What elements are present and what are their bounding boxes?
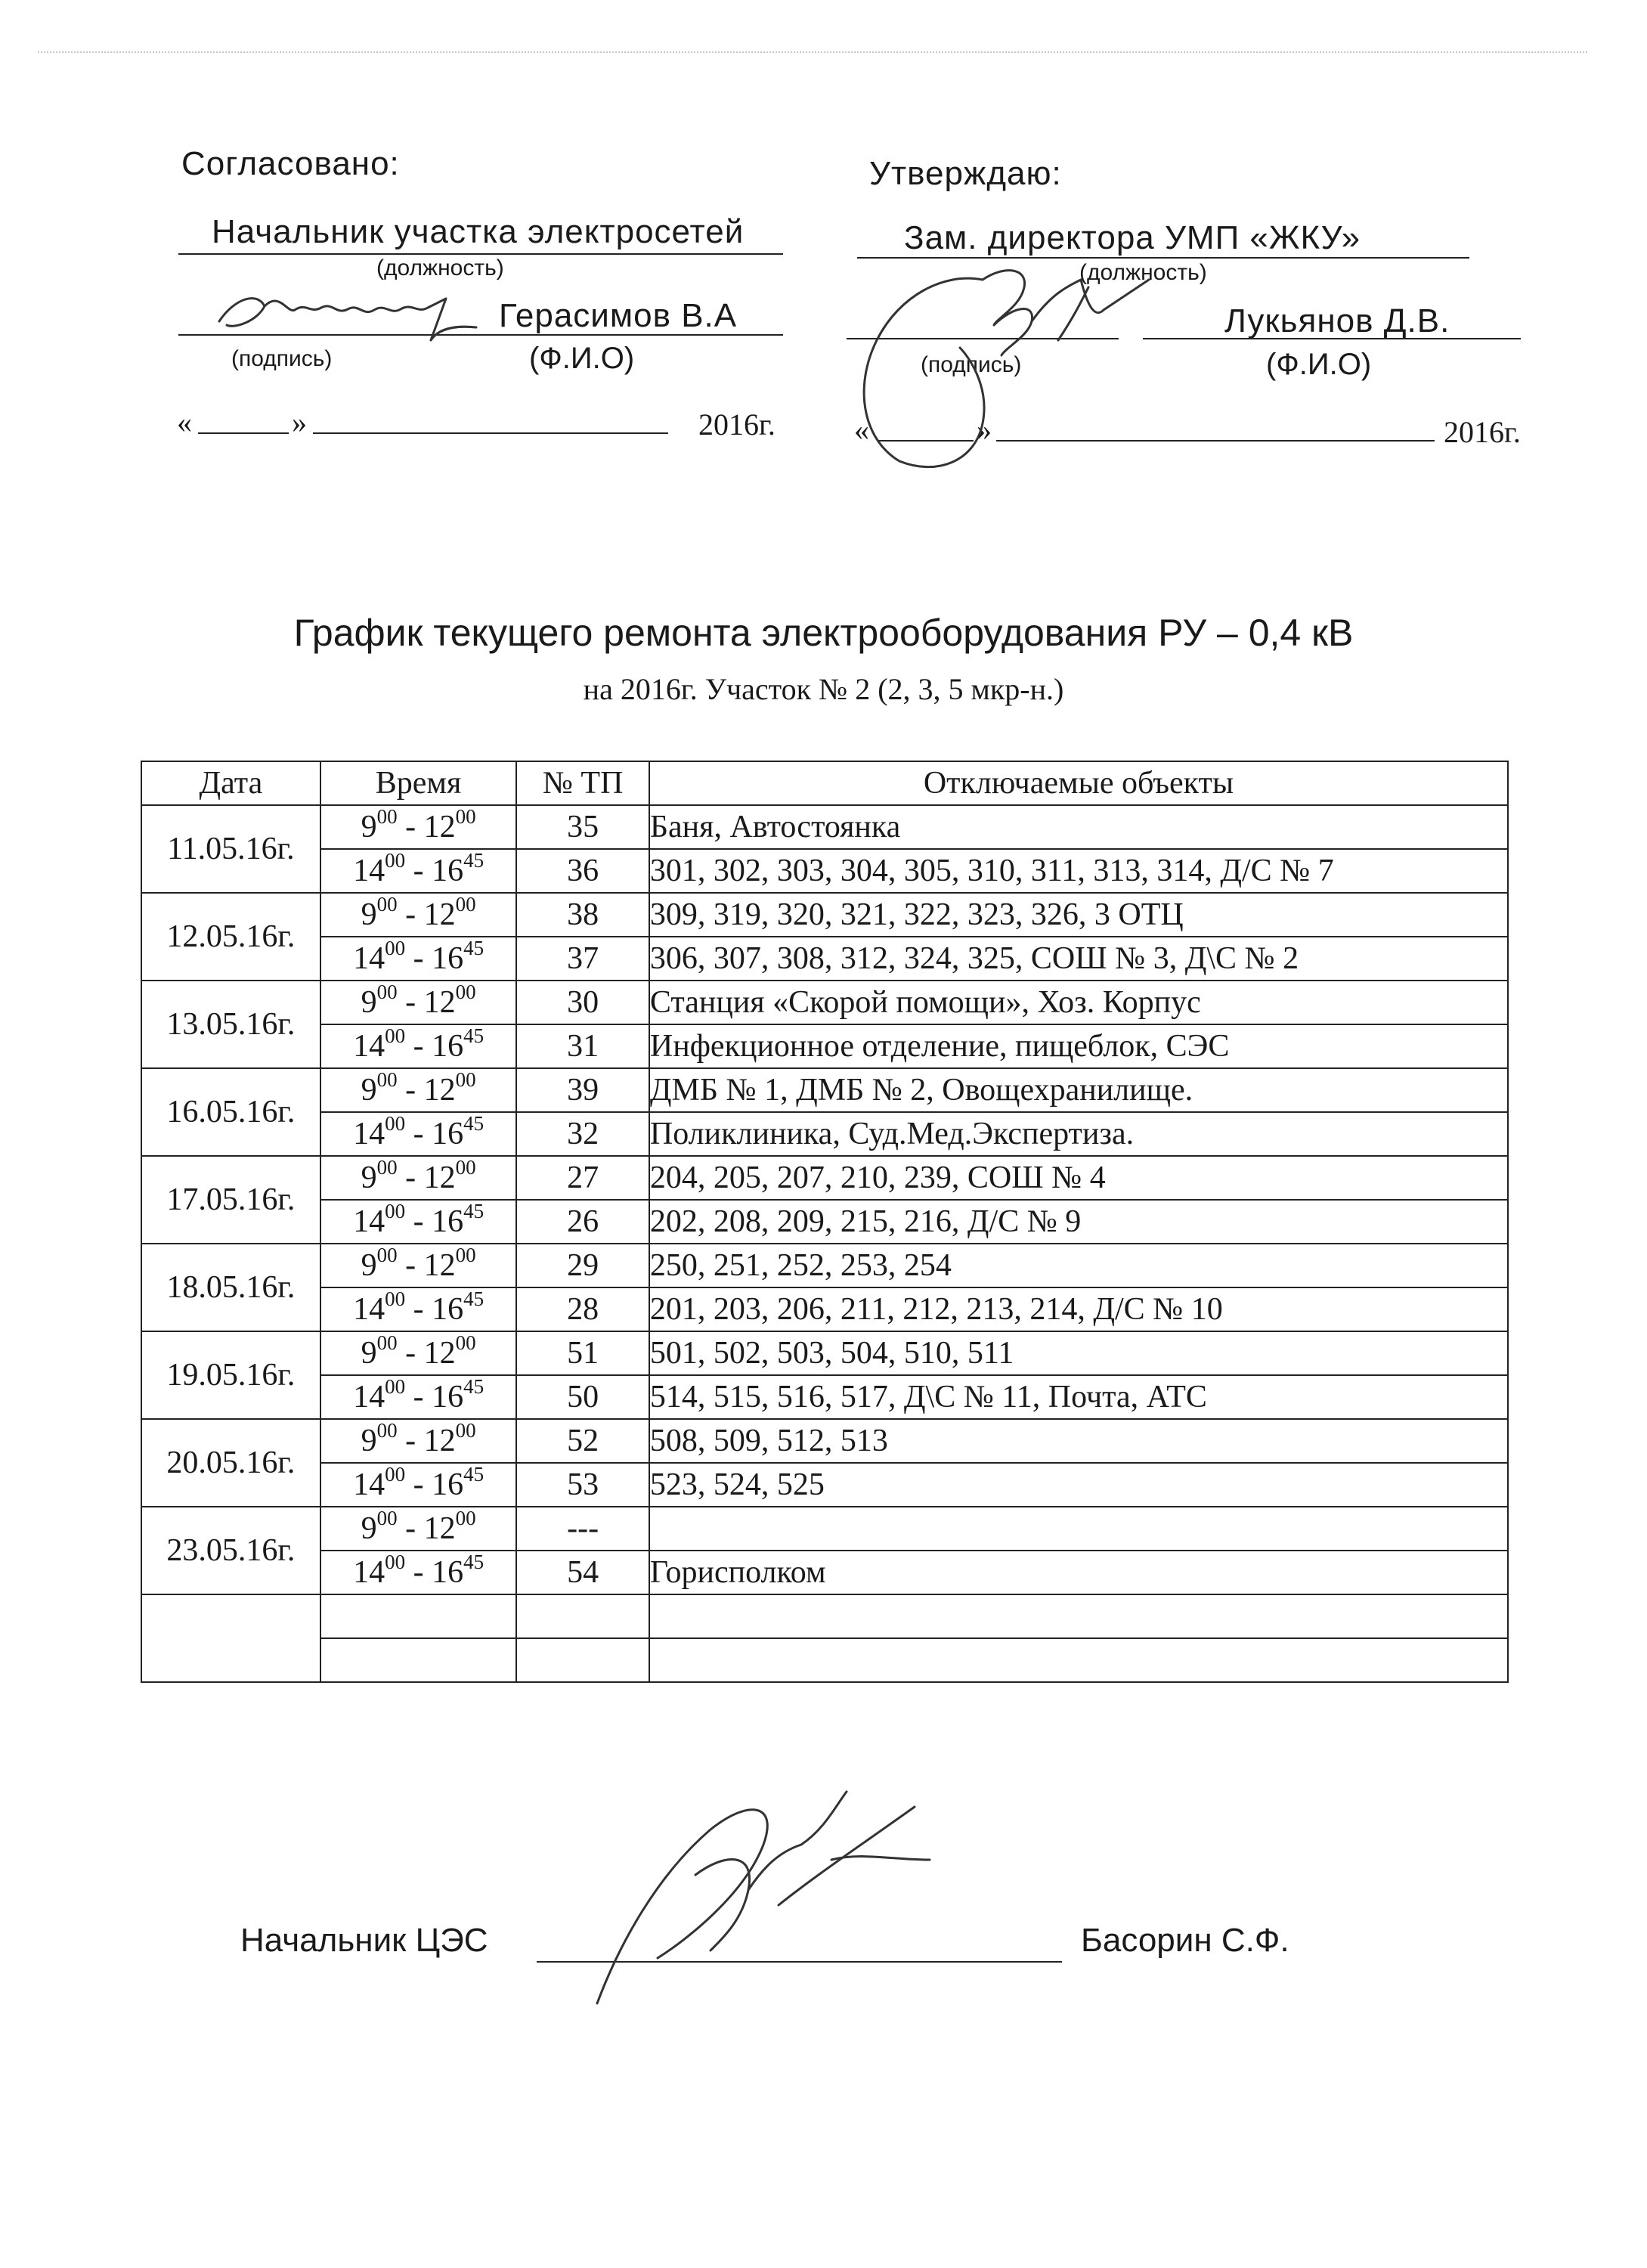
- time-separator: -: [405, 941, 432, 976]
- time-separator: -: [397, 810, 424, 844]
- objects-cell: 501, 502, 503, 504, 510, 511: [649, 1331, 1508, 1375]
- time-to-minutes: 45: [463, 849, 485, 872]
- left-block-label: Согласовано:: [181, 145, 400, 182]
- date-cell: 16.05.16г.: [141, 1068, 320, 1156]
- table-row: [141, 1375, 1508, 1419]
- time-separator: -: [397, 897, 424, 932]
- tp-cell: 28: [516, 1287, 649, 1331]
- empty-row: [141, 1638, 1508, 1682]
- time-cell: [320, 1244, 517, 1287]
- time-from-minutes: 00: [385, 1375, 406, 1398]
- time-to-minutes: 45: [463, 1112, 485, 1135]
- schedule-table: [141, 761, 1509, 1683]
- tp-cell: 27: [516, 1156, 649, 1200]
- time-separator: -: [405, 1555, 432, 1590]
- tp-cell: 35: [516, 805, 649, 849]
- time-to-hour: 12: [423, 1511, 456, 1546]
- time-separator: -: [397, 1160, 424, 1195]
- time-cell: [320, 1463, 517, 1507]
- table-row: [141, 1156, 1508, 1200]
- date-cell: 11.05.16г.: [141, 805, 320, 893]
- time-to-hour: 16: [432, 1029, 464, 1064]
- footer-signature: [574, 1761, 998, 2011]
- empty-objects-cell: [649, 1638, 1508, 1682]
- time-to-minutes: 00: [455, 893, 476, 916]
- tp-cell: 53: [516, 1463, 649, 1507]
- time-from-minutes: 00: [385, 1551, 406, 1573]
- time-cell: [320, 805, 517, 849]
- time-to-hour: 12: [423, 1336, 456, 1371]
- time-to-hour: 16: [432, 854, 464, 888]
- time-from-hour: 14: [353, 1380, 385, 1414]
- date-cell: 20.05.16г.: [141, 1419, 320, 1507]
- header-date: Дата: [141, 761, 320, 805]
- left-quote-open: «: [177, 405, 192, 439]
- objects-cell: 508, 509, 512, 513: [649, 1419, 1508, 1463]
- time-from-hour: 9: [361, 1424, 377, 1458]
- tp-cell: 54: [516, 1551, 649, 1594]
- table-row: [141, 1331, 1508, 1375]
- document-subtitle: на 2016г. Участок № 2 (2, 3, 5 мкр-н.): [583, 672, 1064, 706]
- time-cell: [320, 1068, 517, 1112]
- time-cell: [320, 849, 517, 893]
- time-separator: -: [405, 1117, 432, 1151]
- time-separator: -: [405, 1292, 432, 1327]
- objects-cell: 309, 319, 320, 321, 322, 323, 326, 3 ОТЦ: [649, 893, 1508, 937]
- time-to-hour: 16: [432, 941, 464, 976]
- time-to-minutes: 00: [455, 1244, 476, 1266]
- time-from-minutes: 00: [376, 893, 398, 916]
- header-objects: Отключаемые объекты: [649, 761, 1508, 805]
- time-cell: [320, 937, 517, 981]
- time-separator: -: [397, 1424, 424, 1458]
- time-separator: -: [405, 1467, 432, 1502]
- tp-cell: 31: [516, 1024, 649, 1068]
- time-from-minutes: 00: [376, 1068, 398, 1091]
- left-signature: [204, 268, 499, 359]
- objects-cell: 523, 524, 525: [649, 1463, 1508, 1507]
- time-separator: -: [397, 985, 424, 1020]
- left-position-hint: (должность): [376, 256, 504, 280]
- left-name: Герасимов В.А: [499, 297, 738, 334]
- time-to-minutes: 00: [455, 1507, 476, 1529]
- objects-cell: 301, 302, 303, 304, 305, 310, 311, 313, 314, Д/С № 7: [649, 849, 1508, 893]
- time-cell: [320, 1331, 517, 1375]
- scan-edge-line: [38, 51, 1587, 53]
- time-to-minutes: 00: [455, 1419, 476, 1442]
- time-from-hour: 14: [353, 1204, 385, 1239]
- time-from-hour: 9: [361, 1160, 377, 1195]
- right-name-hint: (Ф.И.О): [1266, 348, 1372, 381]
- time-from-minutes: 00: [385, 1024, 406, 1047]
- time-to-hour: 12: [423, 985, 456, 1020]
- right-position-hint: (должность): [1079, 260, 1207, 285]
- time-separator: -: [405, 1029, 432, 1064]
- time-to-minutes: 45: [463, 1375, 485, 1398]
- time-cell: [320, 1156, 517, 1200]
- date-cell: 19.05.16г.: [141, 1331, 320, 1419]
- time-to-minutes: 45: [463, 1200, 485, 1222]
- time-to-minutes: 45: [463, 1287, 485, 1310]
- time-cell: [320, 1287, 517, 1331]
- time-from-minutes: 00: [376, 1331, 398, 1354]
- left-day-line: [198, 432, 289, 434]
- header-time: Время: [320, 761, 517, 805]
- time-separator: -: [397, 1336, 424, 1371]
- tp-cell: 38: [516, 893, 649, 937]
- right-year: 2016г.: [1444, 415, 1521, 449]
- time-from-minutes: 00: [385, 1463, 406, 1486]
- time-cell: [320, 1200, 517, 1244]
- table-row: [141, 1551, 1508, 1594]
- left-position-line: [178, 253, 783, 255]
- left-year: 2016г.: [698, 407, 776, 442]
- time-from-hour: 9: [361, 985, 377, 1020]
- objects-cell: 204, 205, 207, 210, 239, СОШ № 4: [649, 1156, 1508, 1200]
- tp-cell: 52: [516, 1419, 649, 1463]
- tp-cell: 36: [516, 849, 649, 893]
- time-to-hour: 16: [432, 1467, 464, 1502]
- table-row: [141, 1200, 1508, 1244]
- table-row: [141, 1463, 1508, 1507]
- time-to-hour: 12: [423, 1424, 456, 1458]
- time-to-hour: 12: [423, 1160, 456, 1195]
- time-to-hour: 16: [432, 1380, 464, 1414]
- left-month-line: [313, 432, 668, 434]
- time-from-minutes: 00: [385, 1287, 406, 1310]
- time-from-minutes: 00: [385, 1200, 406, 1222]
- time-cell: [320, 893, 517, 937]
- time-separator: -: [397, 1248, 424, 1283]
- objects-cell: ДМБ № 1, ДМБ № 2, Овощехранилище.: [649, 1068, 1508, 1112]
- table-row: [141, 1287, 1508, 1331]
- left-name-hint: (Ф.И.О): [529, 342, 635, 375]
- objects-cell: Станция «Скорой помощи», Хоз. Корпус: [649, 981, 1508, 1024]
- empty-tp-cell: [516, 1638, 649, 1682]
- time-to-hour: 16: [432, 1555, 464, 1590]
- date-cell: 17.05.16г.: [141, 1156, 320, 1244]
- time-separator: -: [397, 1073, 424, 1108]
- time-cell: [320, 1112, 517, 1156]
- objects-cell: Баня, Автостоянка: [649, 805, 1508, 849]
- time-to-minutes: 00: [455, 981, 476, 1003]
- objects-cell: 201, 203, 206, 211, 212, 213, 214, Д/С № 10: [649, 1287, 1508, 1331]
- right-signature: [831, 234, 1179, 484]
- table-row: [141, 1024, 1508, 1068]
- date-cell: 12.05.16г.: [141, 893, 320, 981]
- time-from-minutes: 00: [385, 849, 406, 872]
- table-row: [141, 1244, 1508, 1287]
- tp-cell: 30: [516, 981, 649, 1024]
- empty-objects-cell: [649, 1594, 1508, 1638]
- empty-time-cell: [320, 1638, 517, 1682]
- time-from-hour: 9: [361, 1511, 377, 1546]
- time-to-hour: 16: [432, 1117, 464, 1151]
- header-tp: № ТП: [516, 761, 649, 805]
- time-from-hour: 9: [361, 810, 377, 844]
- table-row: [141, 937, 1508, 981]
- time-separator: -: [405, 1380, 432, 1414]
- document-title: График текущего ремонта электрооборудования РУ – 0,4 кВ: [293, 612, 1354, 654]
- right-quote-open: «: [854, 413, 869, 447]
- date-cell: 13.05.16г.: [141, 981, 320, 1068]
- time-to-minutes: 45: [463, 1551, 485, 1573]
- tp-cell: 51: [516, 1331, 649, 1375]
- tp-cell: ---: [516, 1507, 649, 1551]
- right-position: Зам. директора УМП «ЖКУ»: [904, 219, 1361, 256]
- time-to-minutes: 00: [455, 1156, 476, 1179]
- table-row: [141, 981, 1508, 1024]
- footer-name: Басорин С.Ф.: [1081, 1922, 1289, 1959]
- time-from-minutes: 00: [376, 805, 398, 828]
- objects-cell: 202, 208, 209, 215, 216, Д/С № 9: [649, 1200, 1508, 1244]
- empty-row: [141, 1594, 1508, 1638]
- time-to-hour: 12: [423, 897, 456, 932]
- time-from-hour: 14: [353, 854, 385, 888]
- time-separator: -: [405, 1204, 432, 1239]
- time-to-minutes: 00: [455, 1068, 476, 1091]
- time-cell: [320, 1375, 517, 1419]
- time-separator: -: [397, 1511, 424, 1546]
- left-quote-close: »: [292, 405, 307, 439]
- time-from-hour: 14: [353, 1467, 385, 1502]
- tp-cell: 26: [516, 1200, 649, 1244]
- time-cell: [320, 1507, 517, 1551]
- tp-cell: 37: [516, 937, 649, 981]
- time-cell: [320, 1551, 517, 1594]
- time-to-minutes: 00: [455, 1331, 476, 1354]
- time-from-hour: 9: [361, 1336, 377, 1371]
- time-to-hour: 12: [423, 810, 456, 844]
- empty-date-cell: [141, 1594, 320, 1682]
- time-cell: [320, 1419, 517, 1463]
- time-from-minutes: 00: [376, 1419, 398, 1442]
- time-cell: [320, 1024, 517, 1068]
- objects-cell: Горисполком: [649, 1551, 1508, 1594]
- time-from-hour: 14: [353, 1555, 385, 1590]
- objects-cell: 250, 251, 252, 253, 254: [649, 1244, 1508, 1287]
- right-signature-hint: (подпись): [921, 352, 1022, 377]
- right-block-label: Утверждаю:: [869, 155, 1062, 192]
- time-from-hour: 14: [353, 1029, 385, 1064]
- footer-position: Начальник ЦЭС: [240, 1922, 488, 1959]
- time-from-minutes: 00: [376, 1156, 398, 1179]
- table-header-row: [141, 761, 1508, 805]
- time-from-minutes: 00: [385, 1112, 406, 1135]
- objects-cell: [649, 1507, 1508, 1551]
- tp-cell: 39: [516, 1068, 649, 1112]
- left-signature-hint: (подпись): [231, 346, 333, 371]
- time-to-hour: 16: [432, 1204, 464, 1239]
- time-to-hour: 16: [432, 1292, 464, 1327]
- left-position: Начальник участка электросетей: [212, 213, 745, 250]
- schedule-body: [141, 805, 1508, 1682]
- objects-cell: 306, 307, 308, 312, 324, 325, СОШ № 3, Д\С № 2: [649, 937, 1508, 981]
- table-row: [141, 1068, 1508, 1112]
- time-to-hour: 12: [423, 1073, 456, 1108]
- objects-cell: Поликлиника, Суд.Мед.Экспертиза.: [649, 1112, 1508, 1156]
- table-row: [141, 1419, 1508, 1463]
- time-to-minutes: 45: [463, 937, 485, 959]
- empty-time-cell: [320, 1594, 517, 1638]
- right-name-line: [1143, 338, 1521, 339]
- time-from-hour: 14: [353, 1292, 385, 1327]
- table-row: [141, 1507, 1508, 1551]
- table-row: [141, 805, 1508, 849]
- time-cell: [320, 981, 517, 1024]
- table-row: [141, 893, 1508, 937]
- time-from-hour: 9: [361, 1073, 377, 1108]
- objects-cell: 514, 515, 516, 517, Д\С № 11, Почта, АТС: [649, 1375, 1508, 1419]
- time-from-minutes: 00: [385, 937, 406, 959]
- time-from-hour: 14: [353, 1117, 385, 1151]
- tp-cell: 32: [516, 1112, 649, 1156]
- right-name: Лукьянов Д.В.: [1224, 302, 1450, 339]
- table-row: [141, 1112, 1508, 1156]
- time-from-hour: 14: [353, 941, 385, 976]
- time-to-minutes: 45: [463, 1024, 485, 1047]
- time-to-minutes: 00: [455, 805, 476, 828]
- tp-cell: 29: [516, 1244, 649, 1287]
- time-to-hour: 12: [423, 1248, 456, 1283]
- time-from-hour: 9: [361, 897, 377, 932]
- time-from-minutes: 00: [376, 981, 398, 1003]
- time-from-minutes: 00: [376, 1507, 398, 1529]
- time-from-minutes: 00: [376, 1244, 398, 1266]
- table-row: [141, 849, 1508, 893]
- time-from-hour: 9: [361, 1248, 377, 1283]
- tp-cell: 50: [516, 1375, 649, 1419]
- time-to-minutes: 45: [463, 1463, 485, 1486]
- date-cell: 23.05.16г.: [141, 1507, 320, 1594]
- time-separator: -: [405, 854, 432, 888]
- objects-cell: Инфекционное отделение, пищеблок, СЭС: [649, 1024, 1508, 1068]
- empty-tp-cell: [516, 1594, 649, 1638]
- right-quote-close: »: [977, 413, 992, 447]
- date-cell: 18.05.16г.: [141, 1244, 320, 1331]
